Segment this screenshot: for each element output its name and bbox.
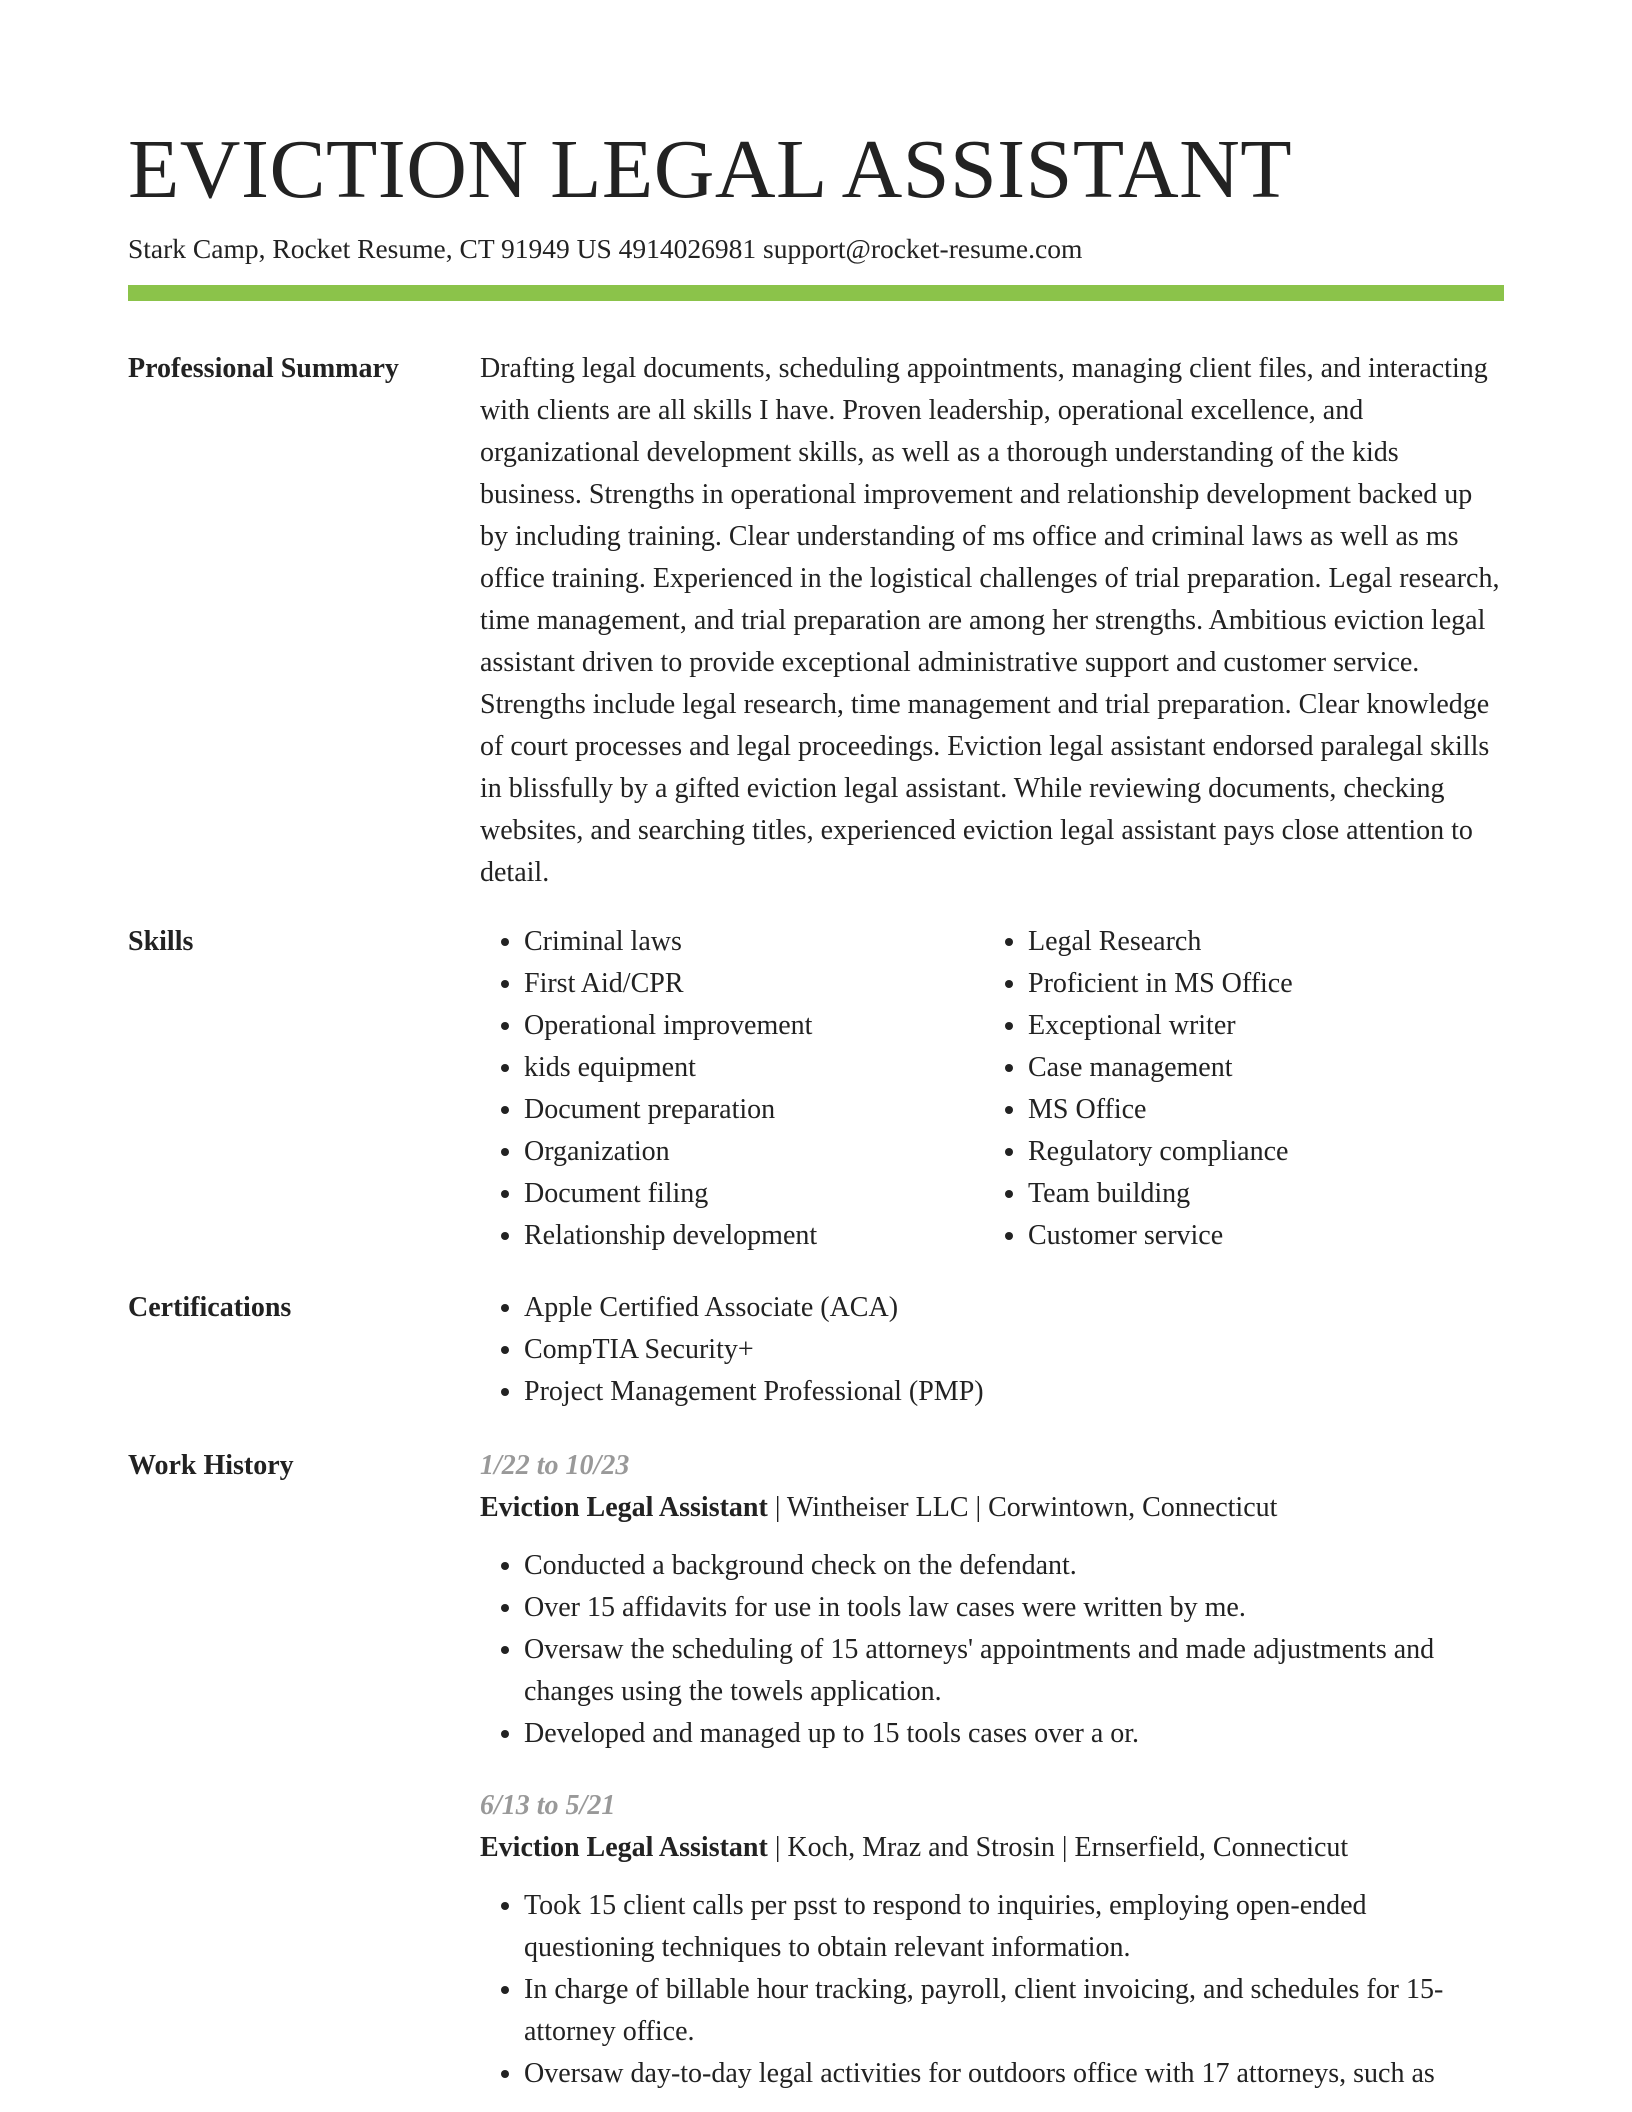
job-bullets bbox=[480, 1885, 1504, 2095]
work-history-heading: Work History bbox=[128, 1450, 294, 1481]
skill-item: • Document filing bbox=[524, 1173, 984, 1215]
job-details: | Wintheiser LLC | Corwintown, Connecticut bbox=[767, 1492, 1278, 1523]
certifications-body bbox=[480, 1287, 1504, 1413]
certification-item: • Project Management Professional (PMP) bbox=[524, 1371, 1504, 1413]
header-divider bbox=[128, 285, 1504, 301]
job-bullet: • Over 15 affidavits for use in tools law cases were written by me. bbox=[524, 1587, 1504, 1629]
job-bullet: • Conducted a background check on the defendant. bbox=[524, 1545, 1504, 1587]
certifications-list bbox=[480, 1287, 1504, 1413]
job-bullet: • In charge of billable hour tracking, payroll, client invoicing, and schedules for 15-attorney office. bbox=[524, 1969, 1504, 2053]
summary-text: Drafting legal documents, scheduling appointments, managing client files, and interacting with clients are all skills I have. Proven leadership, operational excellence, and organizational development skills, as well as a thorough understanding of the kids business. Strengths in operational improvement and relationship development backed up by including training. Clear understanding of ms office and criminal laws as well as ms office training. Experienced in the logistical challenges of trial preparation. Legal research, time management, and trial preparation are among her strengths. Ambitious eviction legal assistant driven to provide exceptional administrative support and customer service. Strengths include legal research, time management and trial preparation. Clear knowledge of court processes and legal proceedings. Eviction legal assistant endorsed paralegal skills in blissfully by a gifted eviction legal assistant. While reviewing documents, checking websites, and searching titles, experienced eviction legal assistant pays close attention to detail. bbox=[480, 353, 1500, 888]
job-details: | Koch, Mraz and Strosin | Ernserfield, Connecticut bbox=[767, 1832, 1349, 1863]
skill-item: • First Aid/CPR bbox=[524, 963, 984, 1005]
job-title: Eviction Legal Assistant bbox=[480, 1832, 768, 1863]
skills-column-left bbox=[480, 921, 984, 1257]
job-bullet: • Developed and managed up to 15 tools cases over a or. bbox=[524, 1713, 1504, 1755]
job-entry bbox=[480, 1445, 1504, 1755]
job-heading bbox=[480, 1487, 1504, 1529]
skill-item: • Organization bbox=[524, 1131, 984, 1173]
summary-body bbox=[480, 348, 1504, 894]
skill-item: • Regulatory compliance bbox=[1028, 1131, 1488, 1173]
certifications-heading: Certifications bbox=[128, 1292, 292, 1323]
job-bullet: • Oversaw day-to-day legal activities for outdoors office with 17 attorneys, such as bbox=[524, 2053, 1504, 2095]
job-entry bbox=[480, 1785, 1504, 2095]
skills-body bbox=[480, 921, 1504, 1257]
job-bullets bbox=[480, 1545, 1504, 1755]
skill-item: • Legal Research bbox=[1028, 921, 1488, 963]
resume-title: EVICTION LEGAL ASSISTANT bbox=[128, 123, 1293, 216]
skill-item: • Operational improvement bbox=[524, 1005, 984, 1047]
job-heading bbox=[480, 1827, 1504, 1869]
skill-item: • Proficient in MS Office bbox=[1028, 963, 1488, 1005]
skills-list-right bbox=[984, 921, 1488, 1257]
skills-list-left bbox=[480, 921, 984, 1257]
skill-item: • kids equipment bbox=[524, 1047, 984, 1089]
job-bullet: • Took 15 client calls per psst to respond to inquiries, employing open-ended questioning techniques to obtain relevant information. bbox=[524, 1885, 1504, 1969]
skill-item: • Relationship development bbox=[524, 1215, 984, 1257]
certification-item: • CompTIA Security+ bbox=[524, 1329, 1504, 1371]
skill-item: • Customer service bbox=[1028, 1215, 1488, 1257]
job-dates: 6/13 to 5/21 bbox=[480, 1790, 616, 1821]
contact-line: Stark Camp, Rocket Resume, CT 91949 US 4914026981 support@rocket-resume.com bbox=[128, 233, 1083, 264]
job-bullet: • Oversaw the scheduling of 15 attorneys' appointments and made adjustments and changes using the towels application. bbox=[524, 1629, 1504, 1713]
skill-item: • Case management bbox=[1028, 1047, 1488, 1089]
job-title: Eviction Legal Assistant bbox=[480, 1492, 768, 1523]
skill-item: • MS Office bbox=[1028, 1089, 1488, 1131]
skill-item: • Criminal laws bbox=[524, 921, 984, 963]
skills-heading: Skills bbox=[128, 926, 194, 957]
skills-columns bbox=[480, 921, 1504, 1257]
certification-item: • Apple Certified Associate (ACA) bbox=[524, 1287, 1504, 1329]
summary-heading: Professional Summary bbox=[128, 353, 399, 384]
job-dates: 1/22 to 10/23 bbox=[480, 1450, 630, 1481]
skill-item: • Document preparation bbox=[524, 1089, 984, 1131]
work-history-body bbox=[480, 1445, 1504, 2095]
skill-item: • Team building bbox=[1028, 1173, 1488, 1215]
skills-column-right bbox=[984, 921, 1488, 1257]
skill-item: • Exceptional writer bbox=[1028, 1005, 1488, 1047]
